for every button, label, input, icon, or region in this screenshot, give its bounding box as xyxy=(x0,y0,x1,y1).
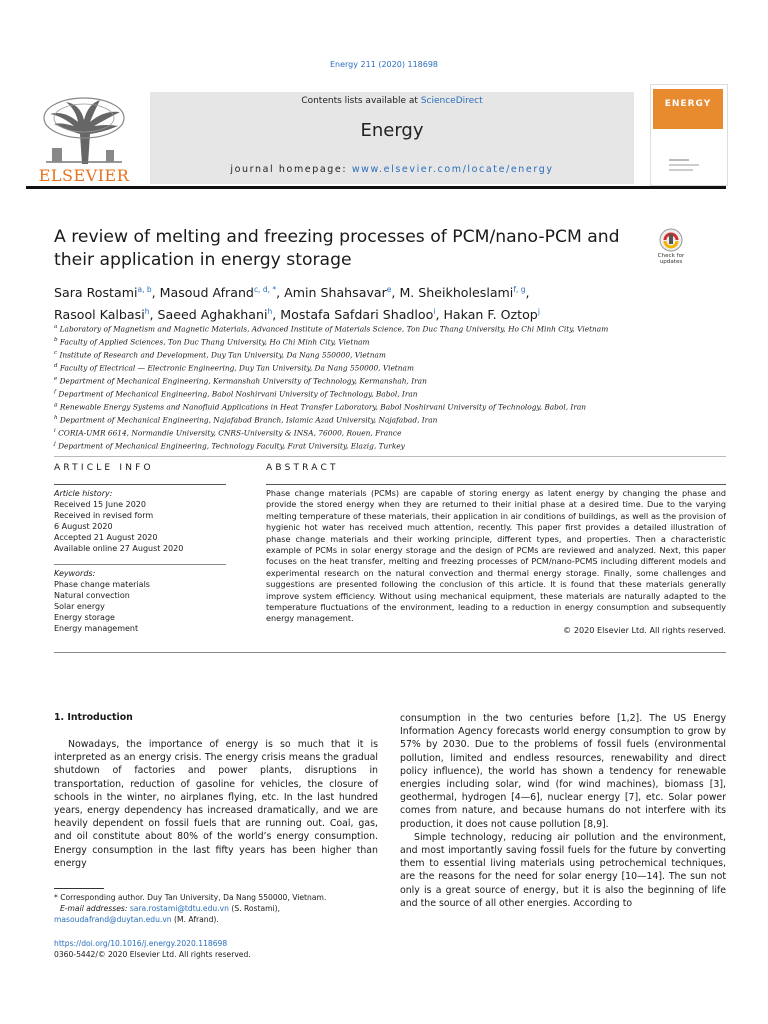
masthead-rule xyxy=(26,186,726,189)
affiliation-key: j xyxy=(54,440,56,447)
author-separator: , xyxy=(525,285,530,301)
author-affiliation-marker[interactable]: i xyxy=(433,307,436,317)
author-affiliation-marker[interactable]: c, d, * xyxy=(253,285,277,294)
journal-cover-thumbnail[interactable] xyxy=(650,84,728,186)
abstract-copyright: © 2020 Elsevier Ltd. All rights reserved. xyxy=(563,624,726,635)
abstract-heading: ABSTRACT xyxy=(266,463,339,473)
affiliation-key: d xyxy=(54,362,58,369)
homepage-prefix: journal homepage: xyxy=(230,164,352,175)
corresponding-author-note: * Corresponding author. Duy Tan University, Da Nang 550000, Vietnam. xyxy=(54,893,327,902)
affiliation-item xyxy=(54,426,734,439)
history-entry: Received 15 June 2020 xyxy=(54,500,146,509)
author-separator: , xyxy=(151,285,160,301)
author-affiliation-marker[interactable]: j xyxy=(537,307,540,317)
journal-masthead xyxy=(150,92,634,184)
homepage-line xyxy=(150,164,634,175)
author-affiliation-marker[interactable]: h xyxy=(144,307,150,317)
affiliation-key: g xyxy=(54,401,58,408)
affiliation-text: Department of Mechanical Engineering, Najafabad Branch, Islamic Azad University, Najafabad, Iran xyxy=(59,415,438,425)
affiliation-item xyxy=(54,361,734,374)
author-name[interactable]: M. Sheikholeslami xyxy=(399,285,514,301)
affiliation-item xyxy=(54,322,734,335)
author-separator: , xyxy=(149,307,158,323)
article-history xyxy=(54,488,226,554)
check-for-updates-badge[interactable] xyxy=(650,228,692,270)
author-name[interactable]: Hakan F. Oztop xyxy=(443,307,538,323)
contents-line xyxy=(150,96,634,106)
history-entry: Available online 27 August 2020 xyxy=(54,544,184,553)
elsevier-logo[interactable] xyxy=(26,94,142,186)
body-paragraph: Simple technology, reducing air pollution and the environment, and most importantly saving fossil fuels for the future by converting them to essential living materials using petrochemical techniques, are the reasons for the need for solar energy [10—14]. The sun not only is a great source of energy, but it is also the beginning of life and the source of all other energies. According to xyxy=(400,831,726,909)
header-rule xyxy=(54,456,726,457)
journal-homepage-link[interactable]: www.elsevier.com/locate/energy xyxy=(351,164,554,175)
affiliation-text: Renewable Energy Systems and Nanofluid Applications in Heat Transfer Laboratory, Babol Noshirvani University of Technology, Babol, Iran xyxy=(59,402,587,412)
affiliation-item xyxy=(54,413,734,426)
author-name[interactable]: Rasool Kalbasi xyxy=(54,307,145,323)
email-owner-rostami: (S. Rostami), xyxy=(228,904,281,913)
author-separator: , xyxy=(435,307,444,323)
cover-title: ENERGY xyxy=(664,99,712,109)
article-history-label: Article history: xyxy=(54,489,113,498)
keywords-rule xyxy=(54,564,226,565)
affiliation-text: Department of Mechanical Engineering, Kermanshah University of Technology, Kermanshah, Iran xyxy=(59,376,427,386)
keyword-item: Energy storage xyxy=(54,613,115,622)
doi-link[interactable]: https://doi.org/10.1016/j.energy.2020.118698 xyxy=(54,939,228,948)
author-affiliation-marker[interactable]: h xyxy=(267,307,273,317)
affiliation-item xyxy=(54,374,734,387)
affiliation-key: e xyxy=(54,375,58,382)
abstract-rule xyxy=(266,484,726,485)
history-entry: 6 August 2020 xyxy=(54,522,113,531)
email-link-rostami[interactable]: sara.rostami@tdtu.edu.vn xyxy=(129,904,229,913)
body-column-left xyxy=(54,738,378,870)
email-addresses xyxy=(54,903,378,925)
body-paragraph: Nowadays, the importance of energy is so much that it is interpreted as an energy crisis. The energy crisis means the gradual shutdown of factories and power plants, disruptions in transportation, reduction of gasoline for vehicles, the closure of schools in the winter, no airplanes flying, etc. In the last hundred years, energy dependency has increased dramatically, and we are heavily dependent on fossil fuels that are running out. Coal, gas, and oil constitute about 80% of the world’s energy consumption. Energy consumption in the last fifty years has been higher than energy xyxy=(54,739,378,869)
affiliation-list xyxy=(54,322,734,452)
keyword-item: Natural convection xyxy=(54,591,130,600)
author-name[interactable]: Amin Shahsavar xyxy=(284,285,387,301)
author-separator: , xyxy=(276,285,285,301)
check-for-updates-label: Check for updates xyxy=(657,253,685,265)
contents-prefix: Contents lists available at xyxy=(301,96,421,106)
affiliation-key: b xyxy=(54,336,58,343)
affiliation-item xyxy=(54,439,734,452)
check-for-updates-icon xyxy=(659,228,683,252)
introduction-heading: 1. Introduction xyxy=(54,712,133,723)
author-affiliation-marker[interactable]: e xyxy=(386,285,392,294)
issn-copyright: 0360-5442/© 2020 Elsevier Ltd. All rights reserved. xyxy=(54,950,251,959)
keywords-block xyxy=(54,568,226,634)
article-title: A review of melting and freezing processes of PCM/nano-PCM and their application in energy storage xyxy=(54,227,620,270)
doi-block xyxy=(54,938,378,960)
elsevier-wordmark: ELSEVIER xyxy=(38,166,130,185)
corresponding-author-footnote xyxy=(54,892,378,925)
journal-name[interactable]: Energy xyxy=(360,120,424,141)
affiliation-text: Faculty of Electrical — Electronic Engineering, Duy Tan University, Da Nang 550000, Vietnam xyxy=(59,363,414,373)
affiliation-key: h xyxy=(54,414,58,421)
affiliation-key: a xyxy=(54,324,58,330)
affiliation-text: Faculty of Applied Sciences, Ton Duc Thang University, Ho Chi Minh City, Vietnam xyxy=(59,337,370,347)
affiliation-key: f xyxy=(54,388,57,395)
author-name[interactable]: Sara Rostami xyxy=(54,285,138,301)
author-list xyxy=(54,280,654,324)
email-link-afrand[interactable]: masoudafrand@duytan.edu.vn xyxy=(54,915,172,924)
history-entry: Received in revised form xyxy=(54,511,154,520)
elsevier-tree-icon xyxy=(36,94,132,164)
affiliation-item xyxy=(54,335,734,348)
author-separator: , xyxy=(391,285,400,301)
abstract-body xyxy=(266,488,726,636)
email-label: E-mail addresses: xyxy=(60,904,130,913)
sciencedirect-link[interactable]: ScienceDirect xyxy=(420,96,483,106)
keyword-item: Solar energy xyxy=(54,602,105,611)
affiliation-text: Institute of Research and Development, Duy Tan University, Da Nang 550000, Vietnam xyxy=(59,350,386,360)
keywords-label: Keywords: xyxy=(54,569,96,578)
affiliation-text: Department of Mechanical Engineering, Babol Noshirvani University of Technology, Babol, Iran xyxy=(58,389,418,399)
affiliation-key: i xyxy=(54,427,56,434)
abstract-bottom-rule xyxy=(54,652,726,653)
footnote-rule xyxy=(54,888,104,889)
body-paragraph: consumption in the two centuries before [1,2]. The US Energy Information Agency forecasts world energy consumption to grow by 57% by 2030. Due to the problems of fossil fuels (environmental pollution, limited and endless resources, renewability and direct policy influence), the world has shown a tendency for renewable energies including solar, wind (for wind machines), biomass [3], geothermal, hydrogen [4—6], nuclear energy [7], etc. Solar power comes from nature, and because humans do not interfere with its production, it does not cause pollution [8,9]. xyxy=(400,713,726,830)
author-name[interactable]: Mostafa Safdari Shadloo xyxy=(280,307,434,323)
author-separator: , xyxy=(272,307,281,323)
author-name[interactable]: Masoud Afrand xyxy=(159,285,254,301)
body-column-right xyxy=(400,712,726,910)
article-info-rule xyxy=(54,484,226,485)
affiliation-item xyxy=(54,387,734,400)
affiliation-text: CORIA-UMR 6614, Normandie University, CNRS-University & INSA, 76000, Rouen, France xyxy=(58,428,402,438)
article-info-heading: ARTICLE INFO xyxy=(54,463,154,473)
abstract-text: Phase change materials (PCMs) are capable of storing energy as latent energy by changing the phase and provide the stored energy when they are returned to their initial phase at a desired time. Due to the varying melting temperature of these materials, their application in air conditions of buildings, as well as the provision of hygienic hot water has received much attention, recently. This paper first provides a detailed illustration of phase change materials and their working principle, different types, and properties. Then a characteristic example of PCMs in solar energy storage and the design of PCMs are reviewed and analyzed. Next, this paper focuses on the heat transfer, melting and freezing processes of PCM/nano-PCMS including different models and experimental research on the natural convection and thermal energy storage. Finally, some challenges and suggestions are presented following the conclusion of this article. It is found that these materials generally improve system efficiency. Without using mechanical equipment, these materials are naturally adapted to the temperature fluctuations of the environment, leading to a reduction in energy consumption and subsequently energy management. xyxy=(266,488,726,624)
keyword-item: Phase change materials xyxy=(54,580,150,589)
affiliation-item xyxy=(54,348,734,361)
keyword-item: Energy management xyxy=(54,624,139,633)
email-owner-afrand: (M. Afrand). xyxy=(171,915,219,924)
affiliation-key: c xyxy=(54,349,58,356)
author-name[interactable]: Saeed Aghakhani xyxy=(157,307,268,323)
affiliation-item xyxy=(54,400,734,413)
cover-text-lines-icon xyxy=(661,155,715,179)
journal-citation[interactable]: Energy 211 (2020) 118698 xyxy=(329,60,439,69)
history-entry: Accepted 21 August 2020 xyxy=(54,533,158,542)
author-affiliation-marker[interactable]: a, b xyxy=(137,285,152,294)
author-affiliation-marker[interactable]: f, g xyxy=(513,285,526,294)
affiliation-text: Laboratory of Magnetism and Magnetic Materials, Advanced Institute of Materials Science, Ton Duc Thang University, Ho Chi Minh City, Vietnam xyxy=(59,324,609,334)
affiliation-text: Department of Mechanical Engineering, Technology Faculty, Fırat University, Elazig, Turkey xyxy=(58,441,405,451)
cover-band xyxy=(653,89,723,129)
